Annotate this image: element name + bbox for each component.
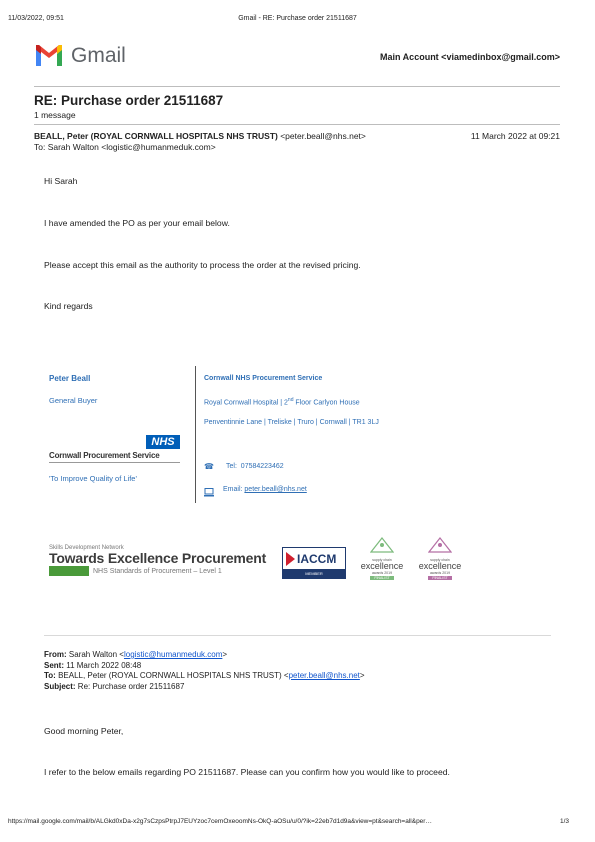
award-finalist-tag: FINALIST	[370, 576, 394, 580]
quoted-sent-label: Sent:	[44, 660, 64, 670]
email-line	[223, 486, 307, 493]
org-address-1	[204, 397, 360, 406]
quote-divider	[44, 635, 551, 636]
gmail-wordmark: Gmail	[71, 44, 126, 67]
award-main-text: excellence	[360, 561, 404, 571]
sdn-main-text: Towards Excellence Procurement	[49, 550, 267, 566]
email-label: Email:	[223, 486, 243, 493]
quoted-to-name: BEALL, Peter (ROYAL CORNWALL HOSPITALS NHS TRUST) <	[58, 671, 289, 680]
phone-line	[226, 463, 284, 470]
quoted-subject-value: Re: Purchase order 21511687	[77, 681, 185, 691]
phone-number: 07584223462	[240, 463, 284, 470]
quoted-subject-line	[44, 682, 365, 693]
iaccm-badge	[282, 547, 346, 579]
award-sub-text: awards 2019	[429, 571, 451, 575]
print-page-number: 1/3	[559, 818, 569, 825]
award-main-text: excellence	[418, 561, 462, 571]
iaccm-member-text: MEMBER	[283, 569, 345, 578]
sender-name: BEALL, Peter (ROYAL CORNWALL HOSPITALS NHS TRUST)	[34, 131, 278, 141]
quoted-paragraph-1: I refer to the below emails regarding PO 21511687. Please can you confirm how you would like to proceed.	[44, 767, 450, 777]
gmail-m-icon	[34, 44, 64, 68]
phone-label: Tel:	[226, 463, 237, 470]
subject-divider	[34, 124, 560, 125]
phone-icon: ☎	[204, 462, 214, 471]
sdn-green-bar	[49, 566, 89, 576]
print-title: Gmail - RE: Purchase order 21511687	[238, 15, 357, 22]
greeting: Hi Sarah	[44, 176, 78, 186]
quoted-to-email-link[interactable]: peter.beall@nhs.net	[288, 671, 360, 680]
award-triangle-icon	[370, 537, 394, 553]
address-superscript: nd	[287, 397, 294, 403]
header-divider	[34, 86, 560, 87]
quoted-to-close: >	[359, 671, 365, 680]
print-footer-url: https://mail.google.com/mail/b/ALGkd0xDa-x2g7sCzpsPtrpJ7EUYzoc7cemOxeoomNs-OkQ-aOSu/u/0/?ik=22eb7d1d9a&view=pt&search=all&per…	[8, 818, 432, 825]
award-triangle-icon	[428, 537, 452, 553]
email-link[interactable]: peter.beall@nhs.net	[244, 486, 307, 493]
account-label: Main Account <viamedinbox@gmail.com>	[380, 52, 560, 62]
sdn-badge	[49, 545, 269, 583]
award-finalist-tag: FINALIST	[428, 576, 452, 580]
message-date: 11 March 2022 at 09:21	[470, 131, 560, 141]
signature-divider	[195, 366, 196, 503]
award-top-text: supply chain	[372, 558, 392, 562]
award-sub-text: awards 2019	[371, 571, 393, 575]
org-name: Cornwall NHS Procurement Service	[204, 375, 323, 382]
quoted-sent-value: 11 March 2022 08:48	[66, 660, 142, 670]
org-address-2: Penventinnie Lane | Treliske | Truro | Cornwall | TR1 3LJ	[204, 419, 379, 426]
gmail-logo	[34, 44, 64, 73]
quoted-from-close: >	[222, 650, 228, 659]
message-count: 1 message	[34, 110, 76, 120]
signature-name: Peter Beall	[49, 374, 91, 383]
address-part: Royal Cornwall Hospital | 2	[204, 399, 288, 407]
quoted-header	[44, 650, 365, 692]
iaccm-arrow-icon	[286, 552, 295, 566]
quoted-from-line	[44, 650, 365, 661]
procurement-logo-rule	[49, 462, 180, 463]
quoted-from-email-link[interactable]: logistic@humanmeduk.com	[123, 650, 223, 659]
body-paragraph-1: I have amended the PO as per your email below.	[44, 218, 230, 228]
print-datetime: 11/03/2022, 09:51	[8, 15, 64, 22]
supply-chain-award-2	[414, 537, 466, 581]
iaccm-text: IACCM	[297, 551, 337, 566]
signature-motto: 'To Improve Quality of Life'	[49, 474, 137, 483]
procurement-logo: Cornwall Procurement Service	[49, 451, 160, 460]
closing: Kind regards	[44, 301, 93, 311]
nhs-logo: NHS	[146, 435, 180, 449]
quoted-from-name: Sarah Walton <	[68, 650, 124, 659]
quoted-to-line	[44, 671, 365, 682]
award-top-text: supply chain	[430, 558, 450, 562]
sender-line	[34, 131, 366, 141]
sdn-top-text: Skills Development Network	[49, 545, 124, 551]
address-part: Floor Carlyon House	[293, 399, 360, 407]
quoted-sent-line	[44, 661, 365, 672]
quoted-greeting: Good morning Peter,	[44, 726, 124, 736]
thread-subject: RE: Purchase order 21511687	[34, 93, 224, 108]
quoted-to-label: To:	[44, 671, 56, 680]
signature-role: General Buyer	[49, 396, 98, 405]
body-paragraph-2: Please accept this email as the authority to process the order at the revised pricing.	[44, 260, 361, 270]
recipient-line: To: Sarah Walton <logistic@humanmeduk.com>	[34, 142, 216, 152]
computer-icon	[204, 484, 214, 502]
sdn-sub-text: NHS Standards of Procurement – Level 1	[93, 567, 222, 575]
quoted-from-label: From:	[44, 650, 67, 659]
quoted-subject-label: Subject:	[44, 681, 76, 691]
supply-chain-award-1	[356, 537, 408, 581]
sender-email[interactable]: <peter.beall@nhs.net>	[280, 131, 366, 141]
